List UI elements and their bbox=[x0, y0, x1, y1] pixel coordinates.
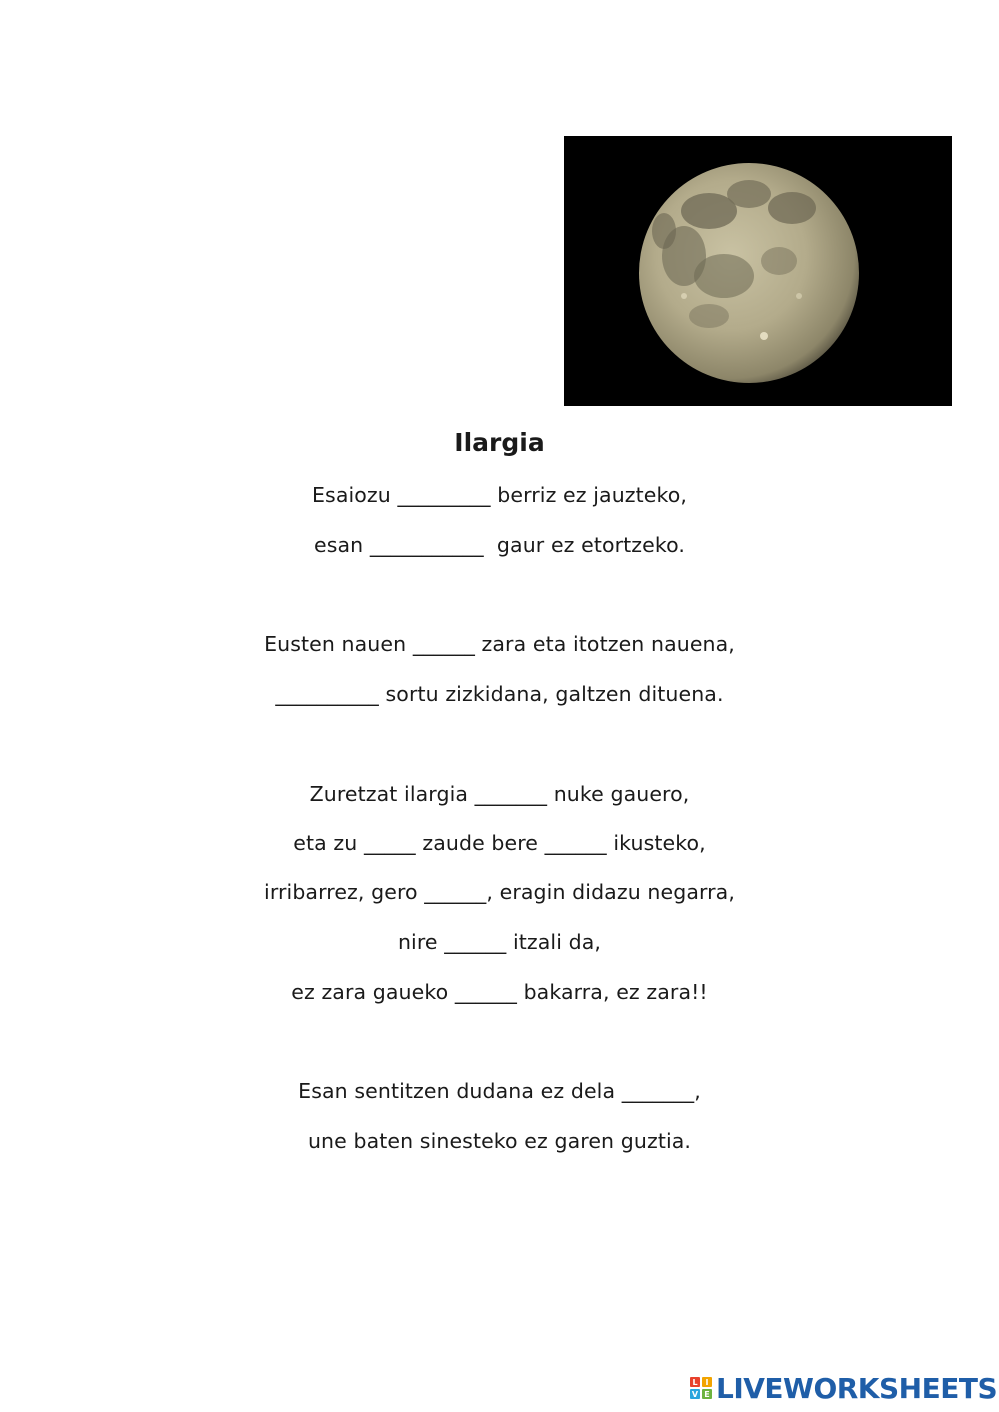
logo-mark-letter: V bbox=[691, 1389, 699, 1399]
worksheet-title: Ilargia bbox=[454, 428, 545, 457]
lyric-line: __________ sortu zizkidana, galtzen dituena. bbox=[275, 682, 724, 706]
lyric-line: eta zu _____ zaude bere ______ ikusteko, bbox=[293, 831, 706, 855]
logo-mark-icon bbox=[690, 1377, 712, 1399]
lyric-line: une baten sinesteko ez garen guztia. bbox=[307, 1129, 692, 1153]
lyric-line: Eusten nauen ______ zara eta itotzen nauena, bbox=[264, 632, 735, 656]
lyric-line: Zuretzat ilargia _______ nuke gauero, bbox=[309, 782, 690, 806]
logo-text: LIVEWORKSHEETS bbox=[716, 1371, 998, 1405]
logo-mark-letter: I bbox=[702, 1377, 712, 1387]
moon-photo bbox=[564, 136, 952, 406]
liveworksheets-logo bbox=[690, 1373, 997, 1403]
lyric-line: ez zara gaueko ______ bakarra, ez zara!! bbox=[291, 980, 708, 1004]
lyric-line: irribarrez, gero ______, eragin didazu negarra, bbox=[264, 880, 735, 904]
moon-image bbox=[564, 136, 952, 406]
logo-mark-letter: E bbox=[702, 1389, 712, 1399]
lyric-line: esan ___________ gaur ez etortzeko. bbox=[313, 533, 686, 557]
logo-mark-letter: L bbox=[690, 1377, 700, 1387]
lyric-line: Esan sentitzen dudana ez dela _______, bbox=[298, 1079, 701, 1103]
lyric-line: Esaiozu _________ berriz ez jauzteko, bbox=[311, 483, 687, 507]
lyric-line: nire ______ itzali da, bbox=[397, 930, 602, 954]
